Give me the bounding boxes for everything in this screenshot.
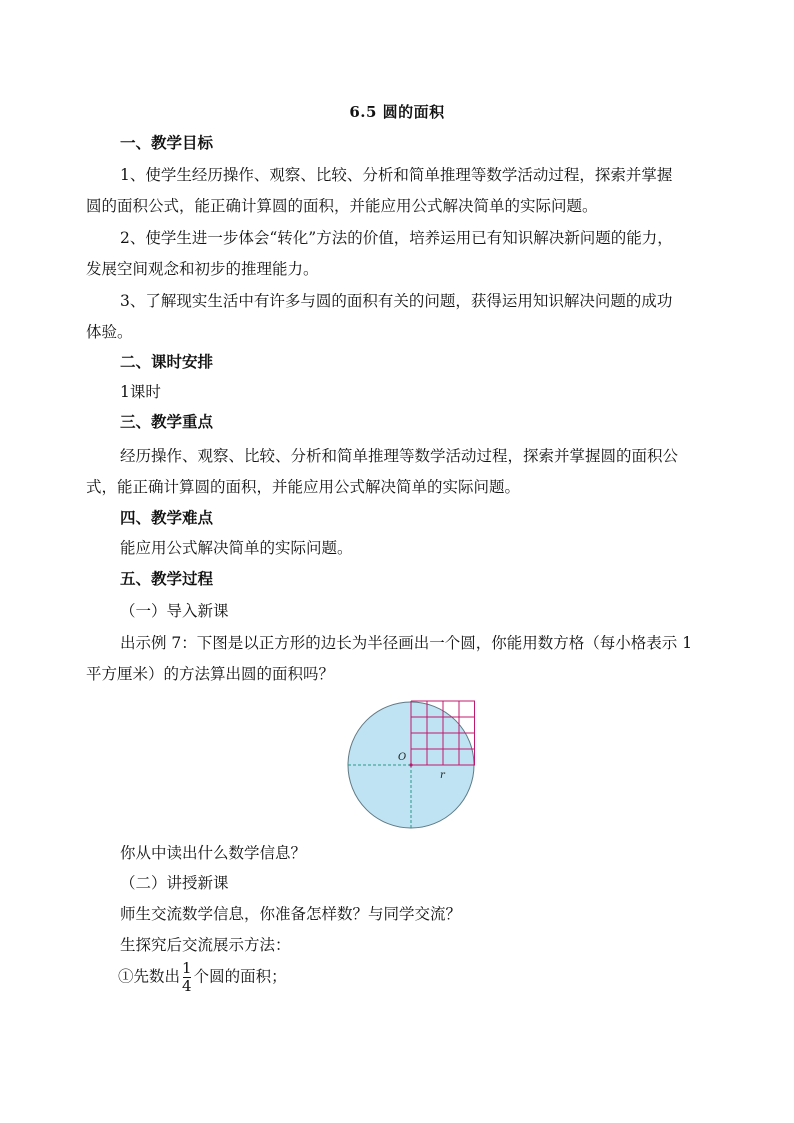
section-heading-goals: 一、教学目标 bbox=[120, 133, 214, 152]
show-method-text: 生探究后交流展示方法： bbox=[120, 936, 291, 954]
difficulties-text: 能应用公式解决简单的实际问题。 bbox=[120, 539, 353, 557]
center-point bbox=[409, 763, 412, 766]
goal-3-line-2: 体验。 bbox=[86, 323, 133, 341]
fraction-denominator: 4 bbox=[182, 977, 192, 995]
step-1-line bbox=[118, 960, 287, 995]
section-heading-process: 五、教学过程 bbox=[120, 569, 214, 588]
goal-3-line-1: 3、了解现实生活中有许多与圆的面积有关的问题，获得运用知识解决问题的成功 bbox=[120, 292, 673, 310]
quarter-fraction bbox=[182, 960, 192, 995]
step-1-suffix: 个圆的面积； bbox=[193, 967, 287, 986]
example-line-2: 平方厘米）的方法算出圆的面积吗？ bbox=[86, 665, 335, 683]
goal-1-line-1: 1、使学生经历操作、观察、比较、分析和简单推理等数学活动过程，探索并掌握 bbox=[120, 166, 673, 184]
exchange-text: 师生交流数学信息，你准备怎样数？与同学交流？ bbox=[120, 905, 462, 923]
subsection-new-lesson: （二）讲授新课 bbox=[120, 874, 229, 892]
circle-grid-figure bbox=[345, 697, 475, 833]
page-title: 6.5 圆的面积 bbox=[349, 103, 445, 121]
center-label: O bbox=[398, 752, 407, 763]
fraction-numerator: 1 bbox=[182, 959, 192, 977]
step-1-prefix: ①先数出 bbox=[118, 967, 181, 986]
radius-label: r bbox=[440, 770, 445, 781]
section-heading-difficulties: 四、教学难点 bbox=[120, 508, 214, 527]
section-heading-schedule: 二、课时安排 bbox=[120, 352, 214, 371]
key-points-line-1: 经历操作、观察、比较、分析和简单推理等数学活动过程，探索并掌握圆的面积公 bbox=[120, 447, 679, 465]
schedule-text: 1课时 bbox=[120, 383, 161, 401]
goal-2-line-2: 发展空间观念和初步的推理能力。 bbox=[86, 260, 319, 278]
subsection-intro: （一）导入新课 bbox=[120, 602, 229, 620]
section-heading-key-points: 三、教学重点 bbox=[120, 412, 214, 431]
key-points-line-2: 式，能正确计算圆的面积，并能应用公式解决简单的实际问题。 bbox=[86, 478, 521, 496]
question-text: 你从中读出什么数学信息？ bbox=[120, 844, 307, 862]
example-line-1: 出示例 7：下图是以正方形的边长为半径画出一个圆，你能用数方格（每小格表示 1 bbox=[120, 634, 693, 652]
goal-1-line-2: 圆的面积公式，能正确计算圆的面积，并能应用公式解决简单的实际问题。 bbox=[86, 197, 598, 215]
goal-2-line-1: 2、使学生进一步体会“转化”方法的价值，培养运用已有知识解决新问题的能力， bbox=[120, 229, 673, 247]
